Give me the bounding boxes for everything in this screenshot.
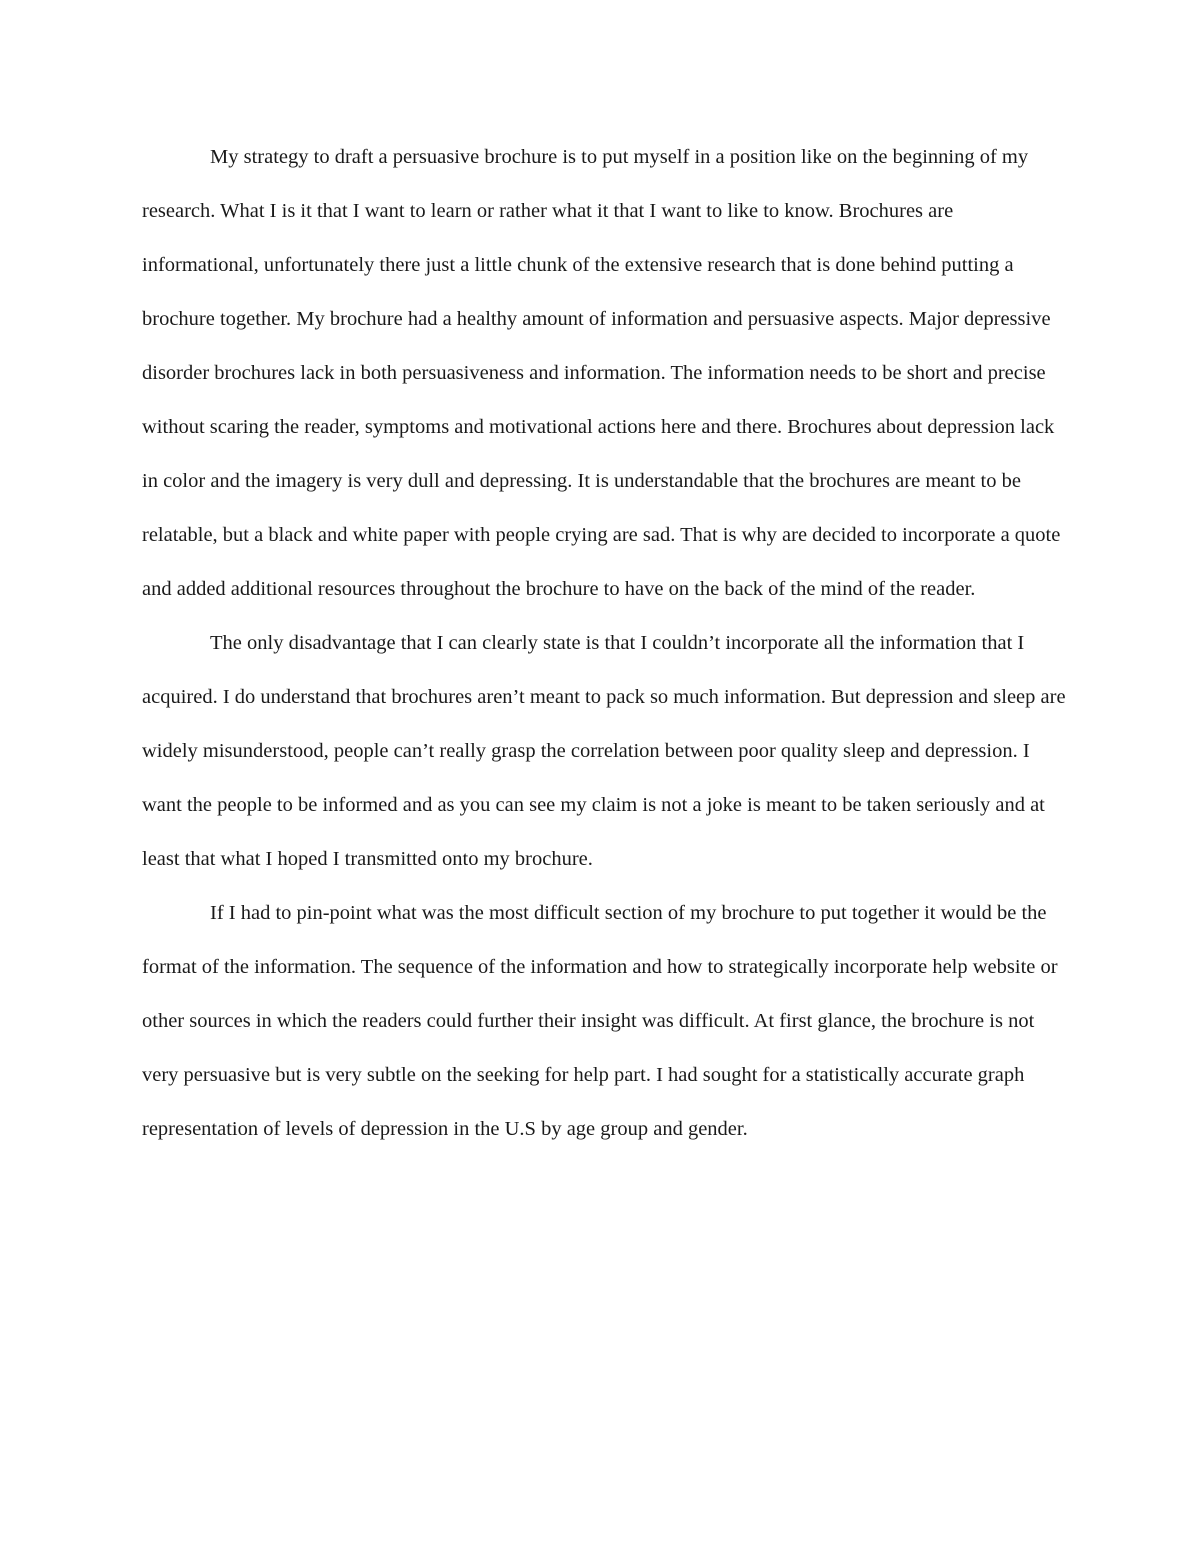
paragraph-strategy: My strategy to draft a persuasive brochure is to put myself in a position like on the beginning of my research. What I is it that I want to learn or rather what it that I want to like to know. Brochures are informational, unfortunately there just a little chunk of the extensive research that is done behind putting a brochure together. My brochure had a healthy amount of information and persuasive aspects. Major depressive disorder brochures lack in both persuasiveness and information. The information needs to be short and precise without scaring the reader, symptoms and motivational actions here and there. Brochures about depression lack in color and the imagery is very dull and depressing. It is understandable that the brochures are meant to be relatable, but a black and white paper with people crying are sad. That is why are decided to incorporate a quote and added additional resources throughout the brochure to have on the back of the mind of the reader. xyxy=(142,146,1061,600)
paragraph-disadvantage: The only disadvantage that I can clearly state is that I couldn’t incorporate all the information that I acquired. I do understand that brochures aren’t meant to pack so much information. But depression and sleep are widely misunderstood, people can’t really grasp the correlation between poor quality sleep and depression. I want the people to be informed and as you can see my claim is not a joke is meant to be taken seriously and at least that what I hoped I transmitted onto my brochure. xyxy=(142,632,1066,870)
document-body xyxy=(142,130,1072,1156)
paragraph-difficulty: If I had to pin-point what was the most difficult section of my brochure to put together it would be the format of the information. The sequence of the information and how to strategically incorporate help website or other sources in which the readers could further their insight was difficult. At first glance, the brochure is not very persuasive but is very subtle on the seeking for help part. I had sought for a statistically accurate graph representation of levels of depression in the U.S by age group and gender. xyxy=(142,902,1058,1140)
